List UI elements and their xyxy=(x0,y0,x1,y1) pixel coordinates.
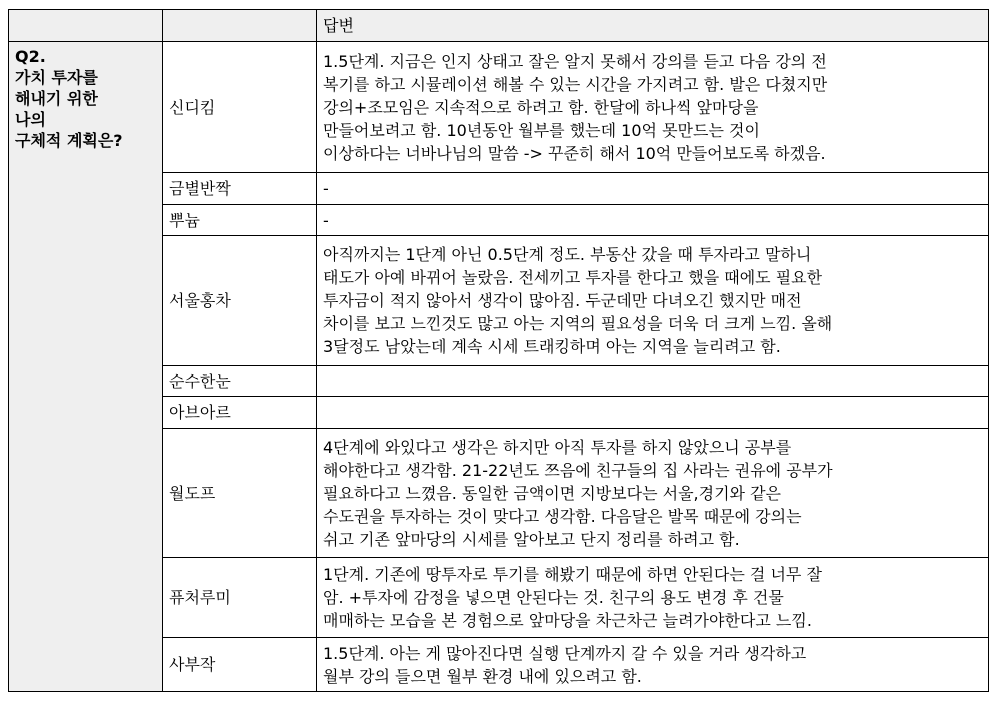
name-cell[interactable]: 신디킴 xyxy=(163,42,317,173)
question-line: 구체적 계획은? xyxy=(15,131,123,150)
name-cell[interactable]: 사부작 xyxy=(163,638,317,692)
question-line: 나의 xyxy=(15,110,46,129)
name-cell[interactable]: 금별반짝 xyxy=(163,173,317,205)
answer-cell[interactable]: 1.5단계. 지금은 인지 상태고 잘은 알지 못해서 강의를 듣고 다음 강의 전 복기를 하고 시뮬레이션 해볼 수 있는 시간을 가지려고 함. 발은 다쳤지만 강의+조모임은 지속적으로 하려고 함. 한달에 하나씩 앞마당을 만들어보려고 함. 10년동안 월부를 했는데 10억 못만드는 것이 이상하다는 너바나님의 말씀 -> 꾸준히 해서 10억 만들어보도록 하겠음. xyxy=(317,42,989,173)
answer-cell[interactable] xyxy=(317,397,989,429)
answer-cell[interactable]: 1단계. 기존에 땅투자로 투기를 해봤기 때문에 하면 안된다는 걸 너무 잘 암. +투자에 감정을 넣으면 안된다는 것. 친구의 용도 변경 후 건물 매매하는 모습을 본 경험으로 앞마당을 차근차근 늘려가야한다고 느낌. xyxy=(317,558,989,638)
header-cell-empty[interactable] xyxy=(9,10,163,42)
name-cell[interactable]: 월도프 xyxy=(163,429,317,558)
header-row xyxy=(9,10,989,42)
name-cell[interactable]: 아브아르 xyxy=(163,397,317,429)
answer-cell[interactable]: 1.5단계. 아는 게 많아진다면 실행 단계까지 갈 수 있을 거라 생각하고 월부 강의 들으면 월부 환경 내에 있으려고 함. xyxy=(317,638,989,692)
question-line: 해내기 위한 xyxy=(15,89,98,108)
header-cell-answer[interactable]: 답변 xyxy=(317,10,989,42)
name-cell[interactable]: 서울홍차 xyxy=(163,236,317,366)
question-line: Q2. xyxy=(15,47,46,66)
question-line: 가치 투자를 xyxy=(15,68,98,87)
answer-cell[interactable]: 아직까지는 1단계 아닌 0.5단계 정도. 부동산 갔을 때 투자라고 말하니 태도가 아예 바뀌어 놀랐음. 전세끼고 투자를 한다고 했을 때에도 필요한 투자금이 적지 않아서 생각이 많아짐. 두군데만 다녀오긴 했지만 매전 차이를 보고 느낀것도 많고 아는 지역의 필요성을 더욱 더 크게 느낌. 올해 3달정도 남았는데 계속 시세 트래킹하며 아는 지역을 늘리려고 함. xyxy=(317,236,989,366)
answer-cell[interactable]: - xyxy=(317,173,989,205)
question-cell[interactable] xyxy=(9,42,163,692)
name-cell[interactable]: 뿌늄 xyxy=(163,205,317,236)
answer-cell[interactable] xyxy=(317,366,989,397)
table-row xyxy=(9,42,989,173)
answers-table xyxy=(8,9,989,692)
header-cell-name[interactable] xyxy=(163,10,317,42)
name-cell[interactable]: 퓨처루미 xyxy=(163,558,317,638)
name-cell[interactable]: 순수한눈 xyxy=(163,366,317,397)
answer-cell[interactable]: 4단계에 와있다고 생각은 하지만 아직 투자를 하지 않았으니 공부를 해야한다고 생각함. 21-22년도 쯔음에 친구들의 집 사라는 권유에 공부가 필요하다고 느꼈음. 동일한 금액이면 지방보다는 서울,경기와 같은 수도권을 투자하는 것이 맞다고 생각함. 다음달은 발목 때문에 강의는 쉬고 기존 앞마당의 시세를 알아보고 단지 정리를 하려고 함. xyxy=(317,429,989,558)
answer-cell[interactable]: - xyxy=(317,205,989,236)
